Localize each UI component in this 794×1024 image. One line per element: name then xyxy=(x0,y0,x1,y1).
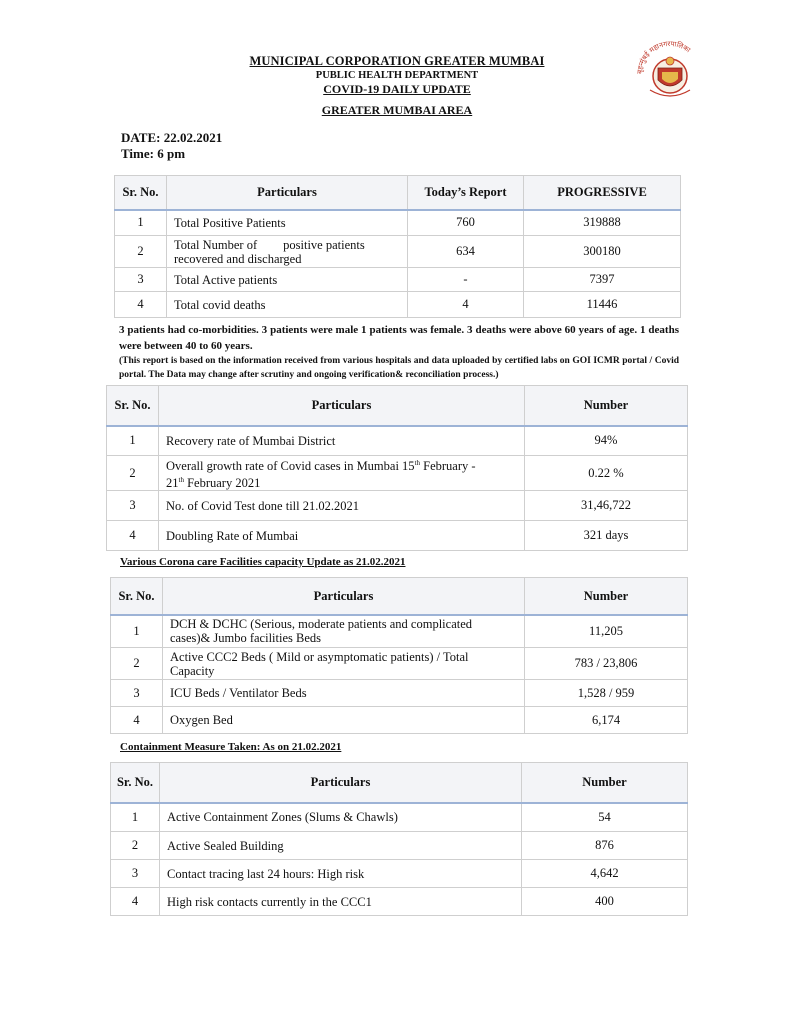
svg-text:बृहन्मुंबई महानगरपालिका: बृहन्मुंबई महानगरपालिका xyxy=(635,39,692,75)
col-particulars: Particulars xyxy=(159,386,525,426)
containment-table xyxy=(110,762,688,916)
col-particulars: Particulars xyxy=(160,763,522,803)
col-particulars: Particulars xyxy=(163,578,525,615)
col-sr-no: Sr. No. xyxy=(107,386,159,426)
col-particulars: Particulars xyxy=(167,176,408,210)
report-title: COVID-19 DAILY UPDATE xyxy=(323,82,471,96)
table-row: 3 No. of Covid Test done till 21.02.2021 31,46,722 xyxy=(107,491,688,521)
table-row: 2 Total Number of positive patients recovered and discharged 634 300180 xyxy=(115,236,681,268)
table-row: 3 Total Active patients - 7397 xyxy=(115,268,681,292)
mcgm-logo-icon xyxy=(630,32,710,112)
col-number: Number xyxy=(525,578,688,615)
facilities-table xyxy=(110,577,688,734)
dept-name: PUBLIC HEALTH DEPARTMENT xyxy=(315,70,479,81)
table-row: 1 Total Positive Patients 760 319888 xyxy=(115,210,681,236)
table-header-row xyxy=(115,176,681,210)
col-today: Today’s Report xyxy=(408,176,524,210)
org-name: MUNICIPAL CORPORATION GREATER MUMBAI xyxy=(249,54,545,68)
table-row: 1 DCH & DCHC (Serious, moderate patients and complicated cases)& Jumbo facilities Beds 11,205 xyxy=(111,615,688,648)
rates-table xyxy=(106,385,688,551)
table-row: 1 Recovery rate of Mumbai District 94% xyxy=(107,426,688,456)
table-row: 4 Doubling Rate of Mumbai 321 days xyxy=(107,521,688,551)
table-header-row xyxy=(107,386,688,426)
col-sr-no: Sr. No. xyxy=(111,763,160,803)
table-row: 3 ICU Beds / Ventilator Beds 1,528 / 959 xyxy=(111,680,688,707)
col-number: Number xyxy=(522,763,688,803)
col-sr-no: Sr. No. xyxy=(111,578,163,615)
containment-section-title: Containment Measure Taken: As on 21.02.2021 xyxy=(120,741,342,753)
facilities-section-title: Various Corona care Facilities capacity Update as 21.02.2021 xyxy=(120,556,406,568)
table-row: 1 Active Containment Zones (Slums & Chawls) 54 xyxy=(111,803,688,832)
table-header-row xyxy=(111,763,688,803)
area-name: GREATER MUMBAI AREA xyxy=(321,103,473,117)
table-header-row xyxy=(111,578,688,615)
table-row: 2 Overall growth rate of Covid cases in Mumbai 15th February - 21th February 2021 0.22 % xyxy=(107,456,688,491)
table-row: 2 Active CCC2 Beds ( Mild or asymptomatic patients) / Total Capacity 783 / 23,806 xyxy=(111,648,688,680)
report-time: Time: 6 pm xyxy=(121,146,186,161)
col-sr-no: Sr. No. xyxy=(115,176,167,210)
daily-summary-table xyxy=(114,175,681,318)
col-number: Number xyxy=(525,386,688,426)
table-row: 4 Total covid deaths 4 11446 xyxy=(115,292,681,318)
disclaimer-note: (This report is based on the information received from various hospitals and data uploaded by certified labs on GOI ICMR portal / Covid portal. The Data may change after scrutiny and ongoing verification& reconciliation process.) xyxy=(119,356,679,380)
table-row: 2 Active Sealed Building 876 xyxy=(111,832,688,860)
table-row: 4 High risk contacts currently in the CCC1 400 xyxy=(111,888,688,916)
comorbidity-note: 3 patients had co-morbidities. 3 patients were male 1 patients was female. 3 deaths were above 60 years of age. 1 deaths were between 40 to 60 years. xyxy=(119,324,679,352)
col-progressive: PROGRESSIVE xyxy=(524,176,681,210)
report-date: DATE: 22.02.2021 xyxy=(121,130,223,145)
table-row: 4 Oxygen Bed 6,174 xyxy=(111,707,688,734)
table-row: 3 Contact tracing last 24 hours: High risk 4,642 xyxy=(111,860,688,888)
date-time-block xyxy=(121,130,222,162)
